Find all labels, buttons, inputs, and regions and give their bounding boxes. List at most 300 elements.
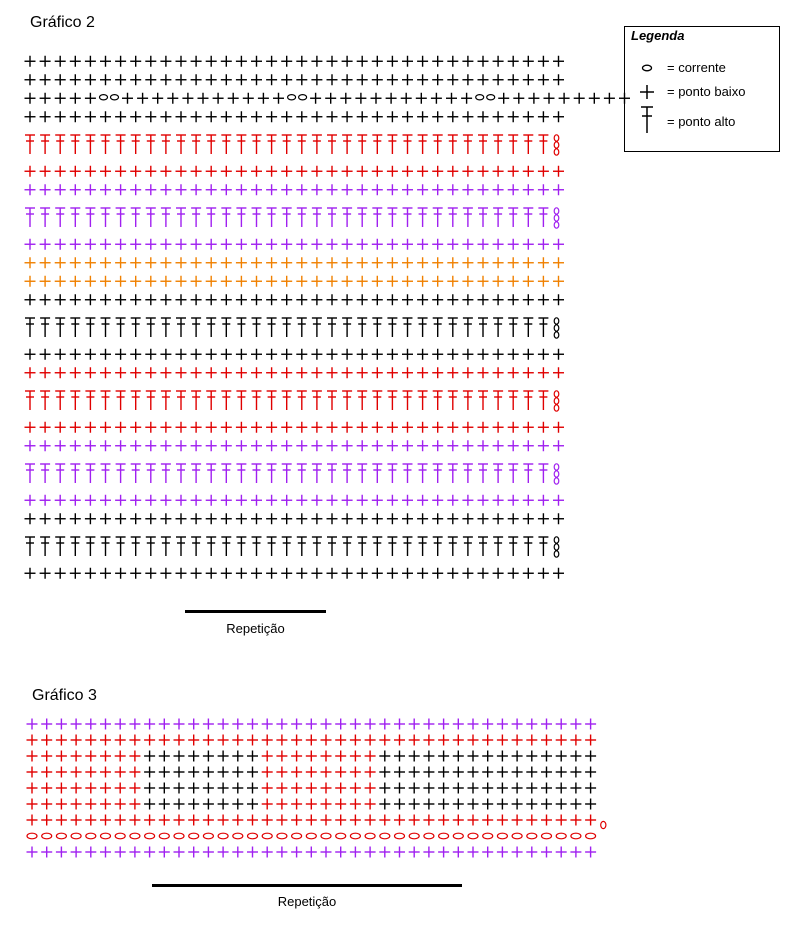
single-crochet-stitch — [221, 367, 232, 378]
single-crochet-stitch — [409, 719, 420, 730]
single-crochet-stitch — [247, 751, 258, 762]
single-crochet-stitch — [453, 735, 464, 746]
single-crochet-stitch — [159, 815, 170, 826]
single-crochet-stitch — [342, 367, 353, 378]
single-crochet-stitch — [311, 239, 322, 250]
single-crochet-stitch — [432, 74, 443, 85]
chain-stitch — [409, 833, 419, 839]
single-crochet-stitch — [372, 257, 383, 268]
single-crochet-stitch — [321, 719, 332, 730]
double-crochet-stitch — [433, 135, 443, 154]
double-crochet-stitch — [221, 318, 231, 337]
single-crochet-stitch — [174, 815, 185, 826]
chain-stitch — [554, 405, 559, 411]
single-crochet-stitch — [538, 294, 549, 305]
single-crochet-stitch — [236, 349, 247, 360]
chain-stitch — [424, 833, 434, 839]
chain-stitch — [115, 833, 125, 839]
single-crochet-stitch — [276, 751, 287, 762]
single-crochet-stitch — [56, 767, 67, 778]
single-crochet-stitch — [585, 719, 596, 730]
single-crochet-stitch — [556, 847, 567, 858]
single-crochet-stitch — [27, 847, 38, 858]
legend-label-double-crochet: = ponto alto — [667, 114, 736, 129]
single-crochet-stitch — [306, 815, 317, 826]
double-crochet-stitch — [448, 318, 458, 337]
single-crochet-stitch — [115, 239, 126, 250]
single-crochet-stitch — [55, 349, 66, 360]
double-crochet-stitch — [312, 464, 322, 483]
single-crochet-stitch — [41, 783, 52, 794]
single-crochet-stitch — [417, 257, 428, 268]
single-crochet-stitch — [585, 735, 596, 746]
single-crochet-stitch — [541, 767, 552, 778]
double-crochet-stitch — [327, 208, 337, 227]
single-crochet-stitch — [281, 111, 292, 122]
double-crochet-stitch — [40, 318, 50, 337]
single-crochet-stitch — [523, 294, 534, 305]
single-crochet-stitch — [27, 735, 38, 746]
single-crochet-stitch — [585, 783, 596, 794]
chart-row — [27, 815, 606, 829]
double-crochet-stitch — [146, 208, 156, 227]
single-crochet-stitch — [523, 349, 534, 360]
single-crochet-stitch — [447, 74, 458, 85]
single-crochet-stitch — [40, 93, 51, 104]
single-crochet-stitch — [85, 276, 96, 287]
single-crochet-stitch — [221, 440, 232, 451]
double-crochet-stitch — [176, 135, 186, 154]
chain-stitch — [174, 833, 184, 839]
single-crochet-stitch — [306, 751, 317, 762]
single-crochet-stitch — [438, 847, 449, 858]
single-crochet-stitch — [417, 74, 428, 85]
chart-row — [27, 719, 597, 730]
single-crochet-stitch — [544, 93, 555, 104]
single-crochet-stitch — [306, 799, 317, 810]
double-crochet-stitch — [25, 208, 35, 227]
chain-stitch — [365, 833, 375, 839]
chart-3-grid — [26, 716, 626, 866]
single-crochet-stitch — [236, 294, 247, 305]
single-crochet-stitch — [100, 56, 111, 67]
single-crochet-stitch — [55, 184, 66, 195]
single-crochet-stitch — [423, 767, 434, 778]
single-crochet-stitch — [365, 719, 376, 730]
single-crochet-stitch — [574, 93, 585, 104]
single-crochet-stitch — [236, 239, 247, 250]
single-crochet-stitch — [523, 111, 534, 122]
chain-stitch — [497, 833, 507, 839]
single-crochet-stitch — [462, 184, 473, 195]
single-crochet-stitch — [447, 440, 458, 451]
single-crochet-stitch — [541, 751, 552, 762]
single-crochet-stitch — [553, 367, 564, 378]
single-crochet-stitch — [409, 815, 420, 826]
single-crochet-stitch — [365, 799, 376, 810]
single-crochet-stitch — [379, 847, 390, 858]
single-crochet-stitch — [40, 294, 51, 305]
double-crochet-stitch — [146, 464, 156, 483]
double-crochet-stitch — [297, 135, 307, 154]
single-crochet-stitch — [247, 735, 258, 746]
chain-stitch — [571, 833, 581, 839]
double-crochet-stitch — [387, 464, 397, 483]
double-crochet-stitch — [312, 208, 322, 227]
single-crochet-stitch — [206, 276, 217, 287]
single-crochet-stitch — [357, 568, 368, 579]
single-crochet-stitch — [402, 257, 413, 268]
single-crochet-stitch — [327, 184, 338, 195]
single-crochet-stitch — [145, 513, 156, 524]
double-crochet-stitch — [116, 135, 126, 154]
single-crochet-stitch — [281, 513, 292, 524]
single-crochet-stitch — [40, 440, 51, 451]
single-crochet-stitch — [570, 783, 581, 794]
single-crochet-stitch — [311, 56, 322, 67]
single-crochet-stitch — [40, 111, 51, 122]
single-crochet-stitch — [276, 847, 287, 858]
single-crochet-stitch — [251, 276, 262, 287]
double-crochet-stitch — [267, 318, 277, 337]
single-crochet-stitch — [512, 735, 523, 746]
single-crochet-stitch — [176, 495, 187, 506]
chain-stitch — [277, 833, 287, 839]
double-crochet-stitch — [55, 464, 65, 483]
single-crochet-stitch — [55, 93, 66, 104]
single-crochet-stitch — [526, 783, 537, 794]
single-crochet-stitch — [188, 751, 199, 762]
single-crochet-stitch — [160, 422, 171, 433]
double-crochet-stitch — [161, 135, 171, 154]
single-crochet-stitch — [493, 495, 504, 506]
single-crochet-stitch — [468, 735, 479, 746]
single-crochet-stitch — [70, 184, 81, 195]
single-crochet-stitch — [25, 367, 36, 378]
single-crochet-stitch — [570, 799, 581, 810]
single-crochet-stitch — [160, 294, 171, 305]
single-crochet-stitch — [432, 239, 443, 250]
single-crochet-stitch — [342, 422, 353, 433]
single-crochet-stitch — [236, 184, 247, 195]
single-crochet-stitch — [160, 276, 171, 287]
chain-stitch — [554, 551, 559, 557]
single-crochet-stitch — [159, 719, 170, 730]
double-crochet-stitch — [403, 537, 413, 556]
double-crochet-icon — [637, 105, 657, 137]
single-crochet-stitch — [221, 276, 232, 287]
single-crochet-stitch — [160, 349, 171, 360]
double-crochet-stitch — [131, 464, 141, 483]
single-crochet-stitch — [232, 847, 243, 858]
chain-stitch — [554, 149, 559, 155]
single-crochet-stitch — [482, 767, 493, 778]
double-crochet-stitch — [418, 208, 428, 227]
single-crochet-stitch — [218, 751, 229, 762]
double-crochet-stitch — [55, 391, 65, 410]
single-crochet-stitch — [85, 815, 96, 826]
single-crochet-stitch — [203, 719, 214, 730]
single-crochet-stitch — [266, 184, 277, 195]
double-crochet-stitch — [478, 208, 488, 227]
single-crochet-stitch — [541, 719, 552, 730]
single-crochet-stitch — [251, 74, 262, 85]
single-crochet-stitch — [342, 111, 353, 122]
single-crochet-stitch — [296, 422, 307, 433]
single-crochet-stitch — [85, 74, 96, 85]
single-crochet-stitch — [85, 735, 96, 746]
single-crochet-stitch — [115, 367, 126, 378]
single-crochet-stitch — [262, 783, 273, 794]
single-crochet-stitch — [236, 495, 247, 506]
single-crochet-stitch — [70, 276, 81, 287]
single-crochet-stitch — [311, 422, 322, 433]
chain-stitch — [476, 95, 484, 100]
single-crochet-stitch — [447, 276, 458, 287]
single-crochet-stitch — [85, 367, 96, 378]
double-crochet-stitch — [85, 464, 95, 483]
single-crochet-stitch — [232, 783, 243, 794]
single-crochet-stitch — [145, 440, 156, 451]
single-crochet-stitch — [311, 440, 322, 451]
double-crochet-stitch — [282, 464, 292, 483]
single-crochet-stitch — [512, 847, 523, 858]
double-crochet-stitch — [25, 391, 35, 410]
single-crochet-stitch — [462, 166, 473, 177]
chain-stitch — [554, 391, 559, 397]
single-crochet-stitch — [144, 767, 155, 778]
double-crochet-stitch — [146, 537, 156, 556]
double-crochet-stitch — [176, 537, 186, 556]
single-crochet-stitch — [585, 799, 596, 810]
single-crochet-stitch — [556, 767, 567, 778]
single-crochet-stitch — [311, 276, 322, 287]
double-crochet-stitch — [101, 464, 111, 483]
single-crochet-stitch — [311, 166, 322, 177]
double-crochet-stitch — [206, 391, 216, 410]
double-crochet-stitch — [297, 208, 307, 227]
single-crochet-stitch — [176, 239, 187, 250]
single-crochet-stitch — [508, 166, 519, 177]
single-crochet-stitch — [493, 568, 504, 579]
single-crochet-stitch — [25, 56, 36, 67]
single-crochet-stitch — [462, 294, 473, 305]
single-crochet-stitch — [115, 735, 126, 746]
single-crochet-stitch — [335, 783, 346, 794]
single-crochet-stitch — [453, 719, 464, 730]
double-crochet-stitch — [403, 208, 413, 227]
single-crochet-stitch — [526, 751, 537, 762]
double-crochet-stitch — [538, 208, 548, 227]
single-crochet-stitch — [276, 719, 287, 730]
double-crochet-stitch — [327, 464, 337, 483]
single-crochet-stitch — [585, 847, 596, 858]
single-crochet-stitch — [247, 799, 258, 810]
single-crochet-stitch — [176, 349, 187, 360]
single-crochet-stitch — [55, 422, 66, 433]
single-crochet-stitch — [191, 166, 202, 177]
single-crochet-stitch — [508, 440, 519, 451]
single-crochet-stitch — [115, 751, 126, 762]
single-crochet-stitch — [266, 513, 277, 524]
single-crochet-stitch — [538, 184, 549, 195]
single-crochet-stitch — [350, 751, 361, 762]
single-crochet-stitch — [296, 495, 307, 506]
single-crochet-stitch — [188, 719, 199, 730]
single-crochet-stitch — [266, 74, 277, 85]
single-crochet-stitch — [541, 815, 552, 826]
double-crochet-stitch — [191, 318, 201, 337]
single-crochet-stitch — [493, 257, 504, 268]
single-crochet-stitch — [266, 422, 277, 433]
single-crochet-stitch — [291, 751, 302, 762]
chain-stitch — [586, 833, 596, 839]
single-crochet-stitch — [379, 735, 390, 746]
single-crochet-stitch — [357, 111, 368, 122]
single-crochet-stitch — [556, 783, 567, 794]
single-crochet-stitch — [40, 239, 51, 250]
single-crochet-stitch — [129, 719, 140, 730]
single-crochet-stitch — [160, 257, 171, 268]
single-crochet-stitch — [129, 767, 140, 778]
single-crochet-stitch — [478, 495, 489, 506]
single-crochet-stitch — [553, 56, 564, 67]
single-crochet-stitch — [432, 257, 443, 268]
single-crochet-stitch — [206, 440, 217, 451]
single-crochet-stitch — [129, 799, 140, 810]
single-crochet-stitch — [386, 93, 397, 104]
double-crochet-stitch — [55, 208, 65, 227]
single-crochet-stitch — [40, 276, 51, 287]
single-crochet-stitch — [372, 349, 383, 360]
single-crochet-stitch — [27, 767, 38, 778]
single-crochet-stitch — [160, 166, 171, 177]
single-crochet-stitch — [553, 257, 564, 268]
single-crochet-stitch — [115, 74, 126, 85]
chart-row — [25, 318, 559, 338]
single-crochet-stitch — [71, 783, 82, 794]
single-crochet-stitch — [556, 815, 567, 826]
single-crochet-stitch — [296, 276, 307, 287]
double-crochet-stitch — [282, 208, 292, 227]
single-crochet-stitch — [291, 719, 302, 730]
single-crochet-stitch — [56, 735, 67, 746]
double-crochet-stitch — [538, 135, 548, 154]
double-crochet-stitch — [282, 135, 292, 154]
single-crochet-stitch — [56, 719, 67, 730]
single-crochet-stitch — [130, 276, 141, 287]
single-crochet-stitch — [291, 815, 302, 826]
chain-stitch — [262, 833, 272, 839]
double-crochet-stitch — [387, 537, 397, 556]
single-crochet-stitch — [266, 166, 277, 177]
single-crochet-stitch — [493, 184, 504, 195]
single-crochet-stitch — [541, 799, 552, 810]
single-crochet-stitch — [508, 568, 519, 579]
single-crochet-stitch — [41, 815, 52, 826]
single-crochet-stitch — [167, 93, 178, 104]
single-crochet-stitch — [55, 440, 66, 451]
single-crochet-stitch — [27, 783, 38, 794]
single-crochet-stitch — [402, 239, 413, 250]
legend-title: Legenda — [631, 28, 685, 43]
double-crochet-stitch — [538, 464, 548, 483]
single-crochet-stitch — [144, 815, 155, 826]
chain-stitch — [288, 95, 296, 100]
double-crochet-stitch — [448, 135, 458, 154]
single-crochet-stitch — [206, 495, 217, 506]
single-crochet-stitch — [56, 847, 67, 858]
single-crochet-stitch — [85, 751, 96, 762]
double-crochet-stitch — [40, 135, 50, 154]
single-crochet-stitch — [438, 783, 449, 794]
double-crochet-stitch — [372, 208, 382, 227]
single-crochet-stitch — [497, 799, 508, 810]
single-crochet-stitch — [357, 495, 368, 506]
single-crochet-stitch — [232, 735, 243, 746]
single-crochet-stitch — [25, 294, 36, 305]
single-crochet-stitch — [523, 184, 534, 195]
single-crochet-stitch — [342, 349, 353, 360]
chain-stitch — [554, 215, 559, 221]
single-crochet-stitch — [145, 111, 156, 122]
chain-stitch — [336, 833, 346, 839]
single-crochet-stitch — [508, 495, 519, 506]
single-crochet-stitch — [27, 799, 38, 810]
single-crochet-stitch — [493, 294, 504, 305]
single-crochet-stitch — [357, 513, 368, 524]
single-crochet-stitch — [447, 349, 458, 360]
double-crochet-stitch — [357, 391, 367, 410]
single-crochet-stitch — [85, 719, 96, 730]
double-crochet-stitch — [70, 135, 80, 154]
single-crochet-stitch — [115, 495, 126, 506]
single-crochet-stitch — [27, 719, 38, 730]
double-crochet-stitch — [403, 135, 413, 154]
chart-row — [25, 111, 565, 122]
single-crochet-stitch — [100, 367, 111, 378]
single-crochet-stitch — [100, 719, 111, 730]
single-crochet-stitch — [55, 111, 66, 122]
single-crochet-stitch — [508, 184, 519, 195]
single-crochet-stitch — [497, 847, 508, 858]
single-crochet-stitch — [387, 367, 398, 378]
single-crochet-stitch — [512, 783, 523, 794]
single-crochet-stitch — [394, 719, 405, 730]
single-crochet-stitch — [266, 440, 277, 451]
single-crochet-stitch — [25, 440, 36, 451]
single-crochet-stitch — [538, 74, 549, 85]
double-crochet-stitch — [252, 318, 262, 337]
double-crochet-stitch — [387, 391, 397, 410]
single-crochet-stitch — [379, 783, 390, 794]
chart-row — [27, 767, 597, 778]
single-crochet-stitch — [402, 349, 413, 360]
single-crochet-stitch — [321, 799, 332, 810]
single-crochet-stitch — [40, 56, 51, 67]
single-crochet-stitch — [350, 799, 361, 810]
single-crochet-stitch — [188, 847, 199, 858]
double-crochet-stitch — [357, 537, 367, 556]
single-crochet-stitch — [40, 184, 51, 195]
chart-row — [25, 184, 565, 195]
double-crochet-stitch — [282, 391, 292, 410]
double-crochet-stitch — [508, 135, 518, 154]
double-crochet-stitch — [85, 537, 95, 556]
single-crochet-stitch — [145, 349, 156, 360]
single-crochet-stitch — [221, 166, 232, 177]
double-crochet-stitch — [176, 391, 186, 410]
